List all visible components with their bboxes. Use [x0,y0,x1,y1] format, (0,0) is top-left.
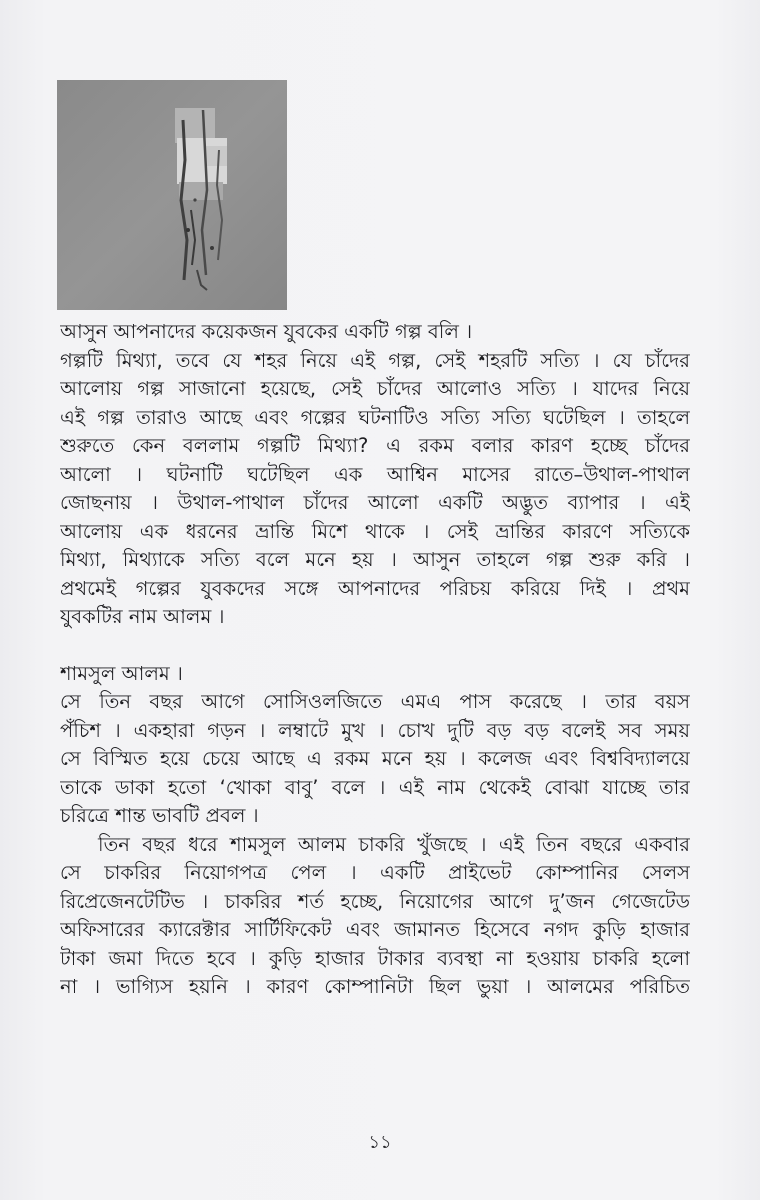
text-line: তিন বছর ধরে শামসুল আলম চাকরি খুঁজছে । এই তিন বছরে একবার [98,832,690,856]
paragraph-gap [60,632,690,660]
text-line: চরিত্রে শান্ত ভাবটি প্রবল । [60,804,259,827]
text-line: সে চাকরির নিয়োগপত্র পেল । একটি প্রাইভেট কোম্পানির সেলস [60,861,690,884]
illustration-image [57,80,287,310]
text-line: না । ভাগ্যিস হয়নি । কারণ কোম্পানিটা ছিল ভুয়া । আলমের পরিচিত [60,975,690,998]
text-line: যুবকটির নাম আলম । [60,605,225,628]
text-line: গল্পটি মিথ্যা, তবে যে শহর নিয়ে এই গল্প, সেই শহরটি সত্যি । যে চাঁদের [60,348,690,372]
text-line: এই গল্প তারাও আছে এবং গল্পের ঘটনাটিও সত্যি সত্যি ঘটেছিল । তাহলে [60,405,690,429]
text-line: টাকা জমা দিতে হবে । কুড়ি হাজার টাকার ব্যবস্থা না হওয়ায় চাকরি হলো [60,946,690,970]
text-line: অফিসারের ক্যারেক্টার সার্টিফিকেট এবং জামানত হিসেবে নগদ কুড়ি হাজার [60,918,690,941]
text-line: আলোয় এক ধরনের ভ্রান্তি মিশে থাকে । সেই ভ্রান্তির কারণে সত্যিকে [60,519,690,543]
text-line: মিথ্যা, মিথ্যাকে সত্যি বলে মনে হয় । আসুন তাহলে গল্প শুরু করি । [60,548,690,571]
text-line: আলো । ঘটনাটি ঘটেছিল এক আশ্বিন মাসের রাতে–উথাল-পাথাল [60,462,690,486]
text-line: তাকে ডাকা হতো ‘খোকা বাবু’ বলে । এই নাম থেকেই বোঝা যাচ্ছে তার [60,775,690,799]
text-line: সে বিস্মিত হয়ে চেয়ে আছে এ রকম মনে হয় । কলেজ এবং বিশ্ববিদ্যালয়ে [60,747,690,770]
paragraph-job [60,831,690,1002]
paragraph-alam [60,660,690,831]
text-line: সে তিন বছর আগে সোসিওলজিতে এমএ পাস করেছে । তার বয়স [60,690,690,713]
text-line: শুরুতে কেন বললাম গল্পটি মিথ্যা? এ রকম বলার কারণ হচ্ছে চাঁদের [60,434,690,457]
text-line: জোছনায় । উথাল-পাথাল চাঁদের আলো একটি অদ্ভুত ব্যাপার । এই [60,491,690,514]
text-line: পঁচিশ । একহারা গড়ন । লম্বাটে মুখ । চোখ দুটি বড় বড় বলেই সব সময় [60,718,690,742]
story-text [60,318,690,1002]
text-line: শামসুল আলম । [60,661,183,685]
text-line: প্রথমেই গল্পের যুবকদের সঙ্গে আপনাদের পরিচয় করিয়ে দিই । প্রথম [60,576,690,600]
text-line: রিপ্রেজেনটেটিভ । চাকরির শর্ত হচ্ছে, নিয়োগের আগে দু’জন গেজেটেড [60,889,690,913]
page-number: ১১ [368,1132,392,1153]
paragraph-intro [60,318,690,632]
chapter-illustration [57,80,287,310]
text-line: আলোয় গল্প সাজানো হয়েছে, সেই চাঁদের আলোও সত্যি । যাদের নিয়ে [60,377,690,400]
text-line: আসুন আপনাদের কয়েকজন যুবকের একটি গল্প বলি । [60,320,473,343]
